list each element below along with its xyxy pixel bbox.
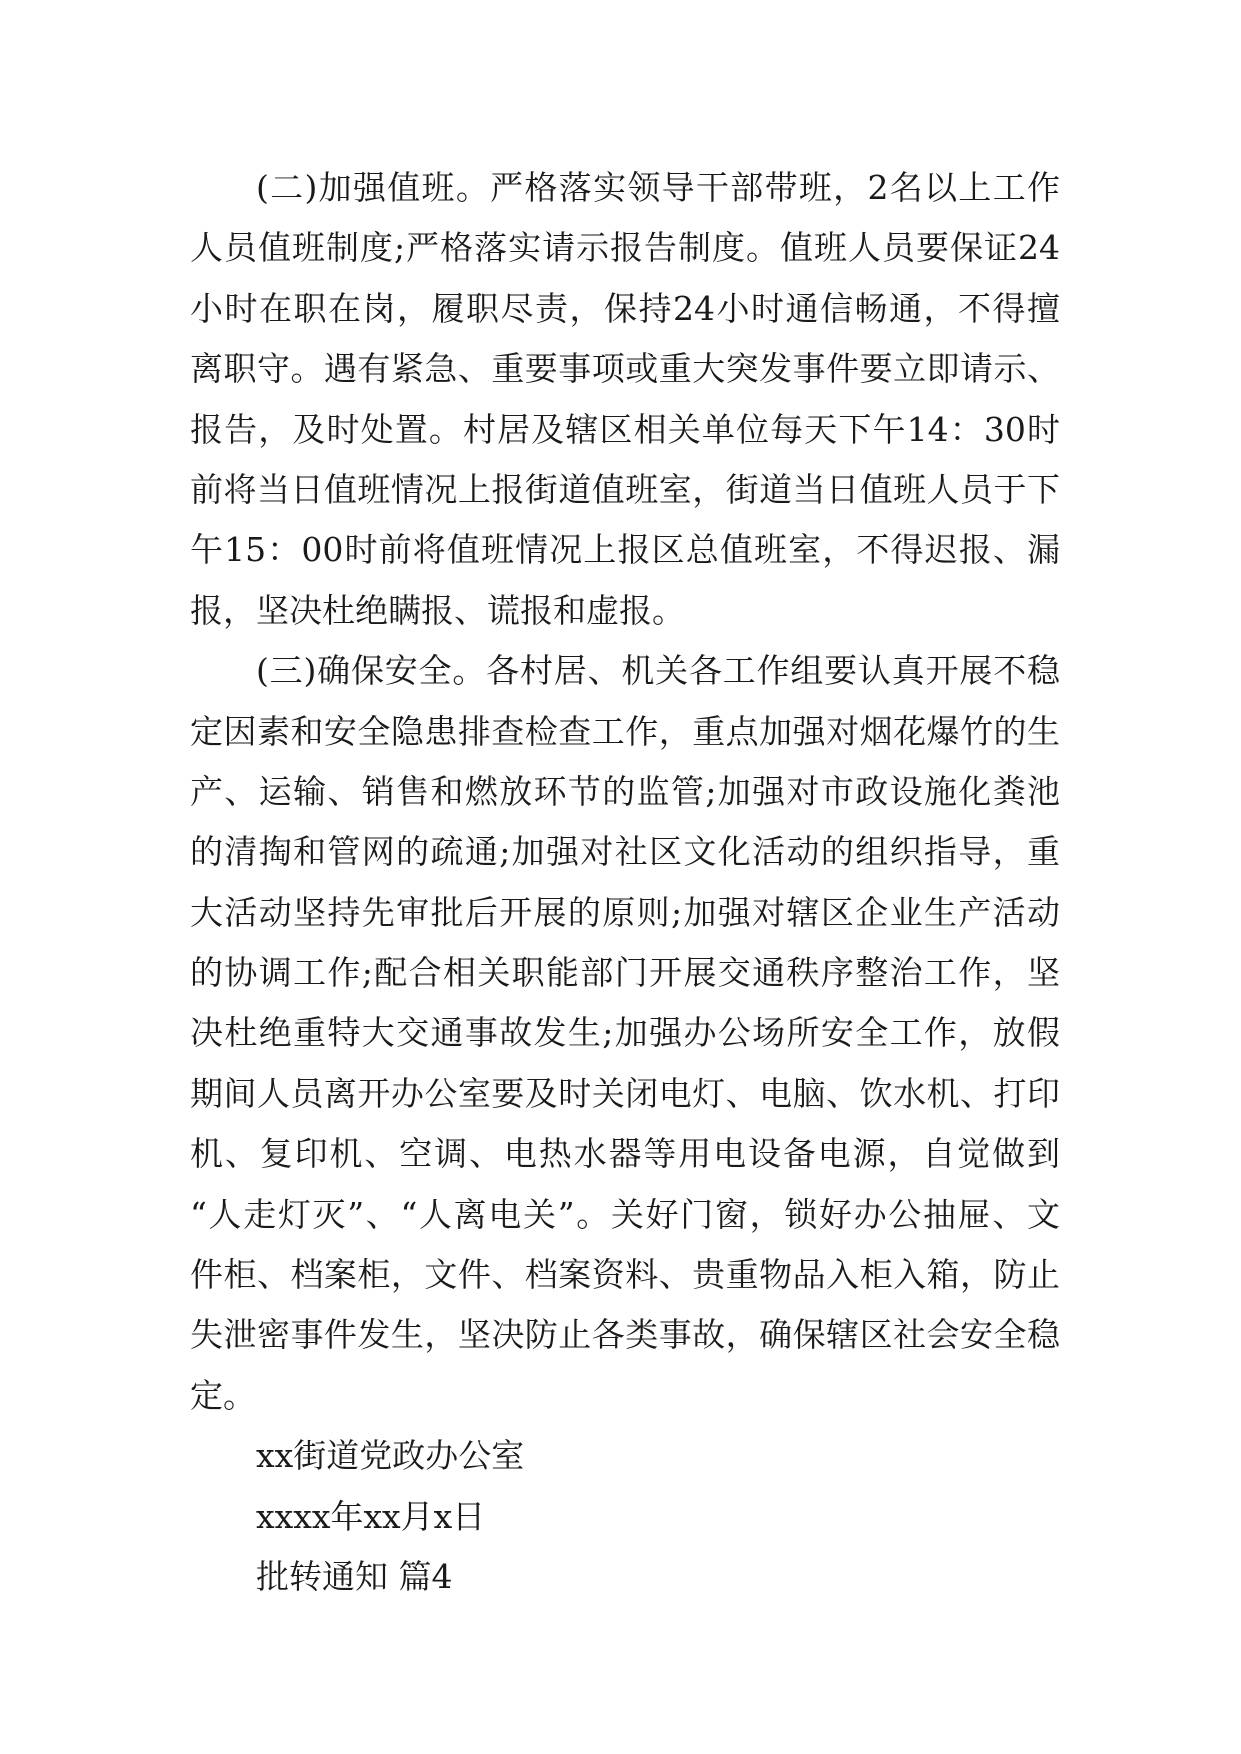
paragraph-line: 失泄密事件发生，坚决防止各类事故，确保辖区社会安全稳 — [190, 1315, 1060, 1355]
paragraph-line: 机、复印机、空调、电热水器等用电设备电源，自觉做到 — [190, 1134, 1060, 1174]
signature-office: xx街道党政办公室 — [256, 1436, 525, 1476]
paragraph-duty-shift — [190, 158, 1060, 641]
paragraph-line: 人员值班制度;严格落实请示报告制度。值班人员要保证24 — [190, 228, 1060, 268]
paragraph-line: (三)确保安全。各村居、机关各工作组要认真开展不稳 — [256, 651, 1060, 691]
paragraph-line: “人走灯灭”、“人离电关”。关好门窗，锁好办公抽屉、文 — [190, 1194, 1060, 1234]
paragraph-line: 大活动坚持先审批后开展的原则;加强对辖区企业生产活动 — [190, 892, 1060, 932]
paragraph-line: 定。 — [190, 1375, 256, 1415]
paragraph-line: 报，坚决杜绝瞒报、谎报和虚报。 — [190, 590, 685, 630]
paragraph-line: 件柜、档案柜，文件、档案资料、贵重物品入柜入箱，防止 — [190, 1255, 1060, 1295]
document-body — [190, 158, 1060, 1607]
next-section-heading: 批转通知 篇4 — [256, 1556, 453, 1596]
signature-date: xxxx年xx月x日 — [256, 1496, 486, 1536]
paragraph-line: 产、运输、销售和燃放环节的监管;加强对市政设施化粪池 — [190, 771, 1060, 811]
paragraph-line: 决杜绝重特大交通事故发生;加强办公场所安全工作，放假 — [190, 1013, 1060, 1053]
paragraph-line: 小时在职在岗，履职尽责，保持24小时通信畅通，不得擅 — [190, 288, 1060, 328]
paragraph-line: 期间人员离开办公室要及时关闭电灯、电脑、饮水机、打印 — [190, 1073, 1060, 1113]
paragraph-line: 的协调工作;配合相关职能部门开展交通秩序整治工作，坚 — [190, 953, 1060, 993]
paragraph-line: 定因素和安全隐患排查检查工作，重点加强对烟花爆竹的生 — [190, 711, 1060, 751]
paragraph-ensure-safety — [190, 641, 1060, 1426]
paragraph-line: (二)加强值班。严格落实领导干部带班，2名以上工作 — [256, 168, 1060, 207]
paragraph-line: 离职守。遇有紧急、重要事项或重大突发事件要立即请示、 — [190, 349, 1060, 389]
paragraph-line: 报告，及时处置。村居及辖区相关单位每天下午14：30时 — [190, 409, 1060, 449]
paragraph-line: 午15：00时前将值班情况上报区总值班室，不得迟报、漏 — [190, 530, 1060, 570]
paragraph-line: 前将当日值班情况上报街道值班室，街道当日值班人员于下 — [190, 469, 1060, 509]
paragraph-line: 的清掏和管网的疏通;加强对社区文化活动的组织指导，重 — [190, 832, 1060, 872]
